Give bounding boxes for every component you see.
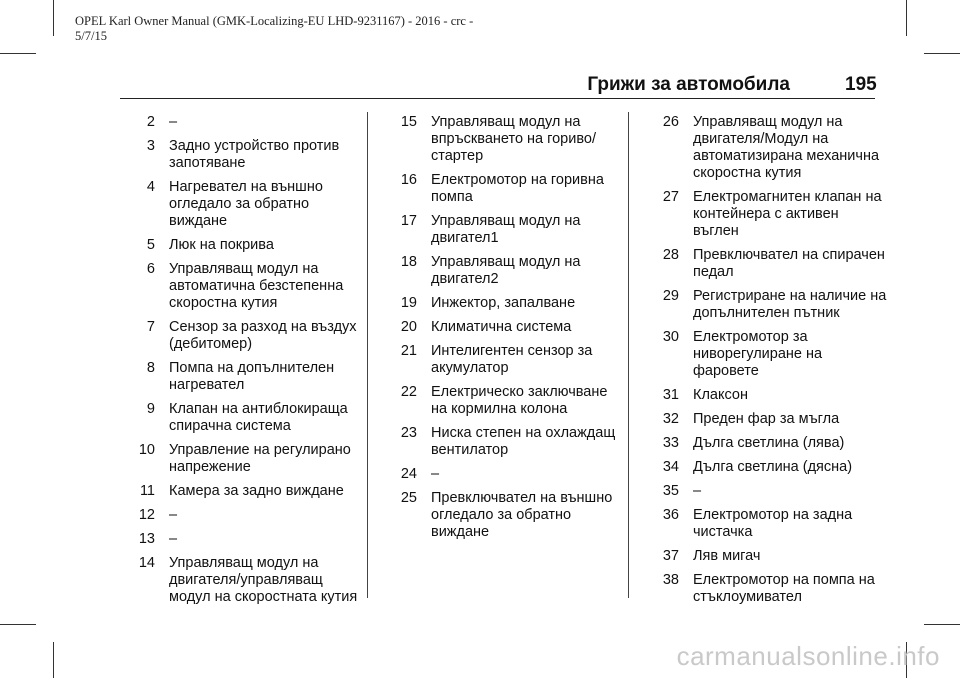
- item-text: Превключвател на външно огледало за обратно виждане: [431, 490, 613, 540]
- legend-item: [118, 319, 363, 353]
- item-text: Ляв мигач: [693, 548, 761, 564]
- item-number: 5: [146, 237, 155, 253]
- item-text: Нагревател на външно огледало за обратно виждане: [169, 179, 323, 229]
- legend-item: [118, 179, 363, 230]
- item-text: Клапан на антиблокираща спирачна система: [169, 401, 348, 434]
- legend-item: [118, 483, 363, 500]
- item-number: 15: [400, 114, 417, 130]
- legend-item: [380, 466, 625, 483]
- item-number: 35: [662, 483, 679, 499]
- legend-item: [118, 531, 363, 548]
- legend-item: [642, 114, 887, 182]
- legend-column-1: [118, 114, 363, 613]
- legend-item: [642, 387, 887, 404]
- item-text: Управляващ модул на двигателя/управляващ модул на скоростната кутия: [169, 555, 358, 605]
- legend-item: [380, 343, 625, 377]
- item-number: 37: [662, 548, 679, 564]
- legend-item: [118, 261, 363, 312]
- item-text: Камера за задно виждане: [169, 483, 344, 499]
- item-text: –: [431, 466, 440, 482]
- item-text: Помпа на допълнителен нагревател: [169, 360, 335, 393]
- legend-item: [118, 401, 363, 435]
- item-text: Климатична система: [431, 319, 572, 335]
- item-text: Дълга светлина (дясна): [693, 459, 853, 475]
- item-number: 18: [400, 254, 417, 270]
- crop-mark: [906, 0, 907, 36]
- item-text: –: [169, 507, 178, 523]
- legend-item: [642, 483, 887, 500]
- legend-item: [380, 254, 625, 288]
- legend-item: [118, 114, 363, 131]
- print-meta-date: 5/7/15: [75, 29, 107, 43]
- legend-item: [642, 507, 887, 541]
- crop-mark: [924, 53, 960, 54]
- item-number: 29: [662, 288, 679, 304]
- item-number: 6: [146, 261, 155, 277]
- item-number: 32: [662, 411, 679, 427]
- legend-item: [118, 360, 363, 394]
- watermark: carmanualsonline.info: [676, 641, 940, 671]
- item-number: 31: [662, 387, 679, 403]
- item-text: Ниска степен на охлаждащ вентилатор: [431, 425, 616, 458]
- item-text: Инжектор, запалване: [431, 295, 576, 311]
- item-text: –: [693, 483, 702, 499]
- item-text: Дълга светлина (лява): [693, 435, 845, 451]
- crop-mark: [0, 53, 36, 54]
- item-number: 16: [400, 172, 417, 188]
- item-text: Преден фар за мъгла: [693, 411, 840, 427]
- item-number: 26: [662, 114, 679, 130]
- legend-item: [380, 172, 625, 206]
- item-number: 8: [146, 360, 155, 376]
- item-number: 33: [662, 435, 679, 451]
- crop-mark: [53, 642, 54, 678]
- item-text: Управляващ модул на двигател1: [431, 213, 581, 246]
- item-text: –: [169, 114, 178, 130]
- item-text: Управляващ модул на впръскването на гориво/стартер: [431, 114, 596, 164]
- item-number: 14: [138, 555, 155, 571]
- crop-mark: [0, 624, 36, 625]
- item-text: Електромотор на помпа на стъклоумивател: [693, 572, 875, 605]
- legend-item: [642, 548, 887, 565]
- item-number: 34: [662, 459, 679, 475]
- item-text: Електромотор за нивoрегулиране на фаровете: [693, 329, 823, 379]
- legend-column-2: [380, 114, 625, 548]
- legend-item: [380, 490, 625, 541]
- item-text: Електрическо заключване на кормилна колона: [431, 384, 608, 417]
- item-number: 21: [400, 343, 417, 359]
- item-number: 23: [400, 425, 417, 441]
- item-number: 3: [146, 138, 155, 154]
- item-text: Електромотор на задна чистачка: [693, 507, 853, 540]
- legend-item: [642, 329, 887, 380]
- legend-item: [380, 213, 625, 247]
- legend-item: [380, 384, 625, 418]
- legend-item: [380, 319, 625, 336]
- item-number: 20: [400, 319, 417, 335]
- legend-item: [642, 288, 887, 322]
- item-text: Управляващ модул на двигател2: [431, 254, 581, 287]
- item-text: Управляващ модул на автоматична безстепенна скоростна кутия: [169, 261, 344, 311]
- item-number: 27: [662, 189, 679, 205]
- legend-item: [118, 237, 363, 254]
- item-text: Управляващ модул на двигателя/Модул на автоматизирана механична скоростна кутия: [693, 114, 880, 181]
- column-divider: [367, 112, 368, 598]
- item-text: Регистриране на наличие на допълнителен пътник: [693, 288, 887, 321]
- item-text: Електромагнитен клапан на контейнера с активен въглен: [693, 189, 882, 239]
- item-text: Електромотор на горивна помпа: [431, 172, 604, 205]
- legend-item: [118, 507, 363, 524]
- item-text: Управление на регулирано напрежение: [169, 442, 351, 475]
- legend-item: [118, 555, 363, 606]
- legend-item: [118, 442, 363, 476]
- item-text: Клаксон: [693, 387, 748, 403]
- item-text: Сензор за разход на въздух (дебитомер): [169, 319, 357, 352]
- print-meta-line: OPEL Karl Owner Manual (GMK-Localizing-EU LHD-9231167) - 2016 - crc -: [75, 14, 474, 28]
- item-number: 17: [400, 213, 417, 229]
- legend-item: [642, 459, 887, 476]
- legend-item: [380, 114, 625, 165]
- print-meta: [75, 14, 473, 44]
- item-number: 30: [662, 329, 679, 345]
- legend-column-3: [642, 114, 887, 613]
- item-text: Задно устройство против запотяване: [169, 138, 340, 171]
- item-number: 11: [139, 483, 155, 499]
- crop-mark: [53, 0, 54, 36]
- item-text: Интелигентен сензор за акумулатор: [431, 343, 593, 376]
- legend-item: [642, 247, 887, 281]
- item-number: 19: [400, 295, 417, 311]
- item-number: 24: [400, 466, 417, 482]
- item-text: Люк на покрива: [169, 237, 274, 253]
- page-number: 195: [845, 74, 877, 95]
- item-number: 10: [138, 442, 155, 458]
- item-number: 36: [662, 507, 679, 523]
- item-number: 9: [146, 401, 155, 417]
- header-divider: [120, 98, 875, 99]
- legend-item: [380, 425, 625, 459]
- item-number: 22: [400, 384, 417, 400]
- legend-item: [642, 435, 887, 452]
- item-text: –: [169, 531, 178, 547]
- page-title: Грижи за автомобила: [587, 74, 790, 95]
- item-number: 7: [146, 319, 155, 335]
- legend-item: [642, 411, 887, 428]
- item-number: 28: [662, 247, 679, 263]
- item-number: 13: [138, 531, 155, 547]
- crop-mark: [924, 624, 960, 625]
- item-number: 2: [146, 114, 155, 130]
- column-divider: [628, 112, 629, 598]
- legend-item: [380, 295, 625, 312]
- legend-item: [642, 189, 887, 240]
- legend-item: [642, 572, 887, 606]
- item-text: Превключвател на спирачен педал: [693, 247, 885, 280]
- item-number: 4: [146, 179, 155, 195]
- item-number: 25: [400, 490, 417, 506]
- legend-item: [118, 138, 363, 172]
- item-number: 12: [138, 507, 155, 523]
- item-number: 38: [662, 572, 679, 588]
